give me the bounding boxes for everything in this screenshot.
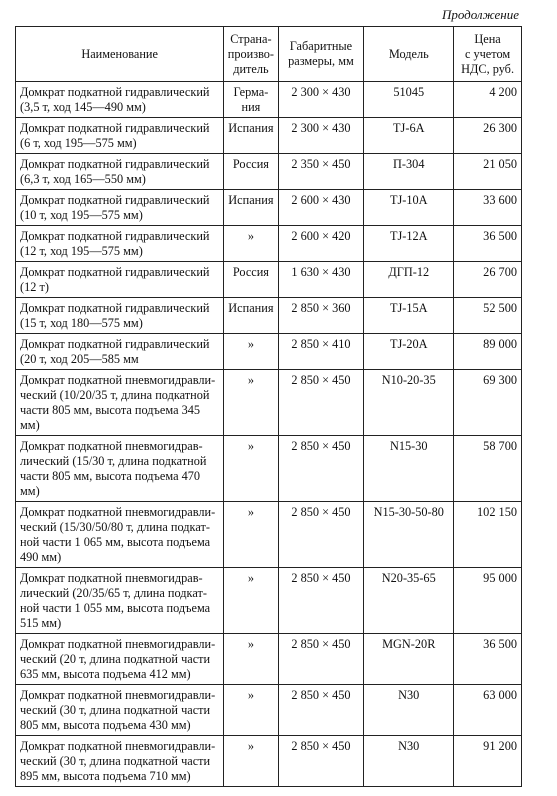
table-row: [16, 154, 522, 190]
cell-country: »: [224, 685, 278, 736]
cell-size: 2 600 × 430: [278, 190, 364, 226]
cell-country: »: [224, 226, 278, 262]
cell-name: Домкрат подкатной гидравлический (10 т, ход 195—575 мм): [16, 190, 224, 226]
cell-size: 2 350 × 450: [278, 154, 364, 190]
cell-model: П-304: [364, 154, 454, 190]
cell-country: »: [224, 736, 278, 787]
table-row: [16, 436, 522, 502]
cell-model: TJ-6A: [364, 118, 454, 154]
cell-price: 26 300: [454, 118, 522, 154]
cell-country: »: [224, 370, 278, 436]
cell-country: Испания: [224, 190, 278, 226]
cell-size: 2 850 × 450: [278, 736, 364, 787]
cell-size: 2 850 × 410: [278, 334, 364, 370]
cell-name: Домкрат подкатной пневмогидравли- ческий (15/30/50/80 т, длина подкат- ной части 1 065 мм, высота подъема 490 мм): [16, 502, 224, 568]
continued-label: Продолжение: [441, 7, 519, 22]
cell-country: Россия: [224, 154, 278, 190]
cell-price: 36 500: [454, 226, 522, 262]
cell-name: Домкрат подкатной гидравлический (6 т, ход 195—575 мм): [16, 118, 224, 154]
cell-price: 26 700: [454, 262, 522, 298]
cell-price: 63 000: [454, 685, 522, 736]
cell-model: N20-35-65: [364, 568, 454, 634]
cell-model: N30: [364, 736, 454, 787]
cell-price: 33 600: [454, 190, 522, 226]
header-price: Цена с учетом НДС, руб.: [454, 27, 522, 82]
table-row: [16, 634, 522, 685]
cell-price: 89 000: [454, 334, 522, 370]
cell-size: 2 850 × 450: [278, 634, 364, 685]
cell-price: 91 200: [454, 736, 522, 787]
cell-country: »: [224, 568, 278, 634]
cell-price: 69 300: [454, 370, 522, 436]
cell-size: 2 600 × 420: [278, 226, 364, 262]
cell-name: Домкрат подкатной пневмогидравли- ческий (20 т, длина подкатной части 635 мм, высота подъема 412 мм): [16, 634, 224, 685]
cell-size: 2 850 × 360: [278, 298, 364, 334]
cell-name: Домкрат подкатной гидравлический (3,5 т, ход 145—490 мм): [16, 82, 224, 118]
cell-size: 2 850 × 450: [278, 436, 364, 502]
cell-price: 58 700: [454, 436, 522, 502]
cell-country: »: [224, 502, 278, 568]
cell-price: 36 500: [454, 634, 522, 685]
table-row: [16, 568, 522, 634]
cell-country: Герма- ния: [224, 82, 278, 118]
cell-name: Домкрат подкатной гидравлический (15 т, ход 180—575 мм): [16, 298, 224, 334]
table-row: [16, 262, 522, 298]
cell-country: Испания: [224, 298, 278, 334]
cell-model: TJ-10A: [364, 190, 454, 226]
cell-country: Россия: [224, 262, 278, 298]
cell-name: Домкрат подкатной гидравлический (6,3 т, ход 165—550 мм): [16, 154, 224, 190]
table-row: [16, 298, 522, 334]
cell-size: 2 850 × 450: [278, 502, 364, 568]
table-header-row: [16, 27, 522, 82]
cell-model: N10-20-35: [364, 370, 454, 436]
header-name: Наименование: [16, 27, 224, 82]
cell-name: Домкрат подкатной гидравлический (12 т, ход 195—575 мм): [16, 226, 224, 262]
cell-price: 95 000: [454, 568, 522, 634]
table-row: [16, 736, 522, 787]
cell-name: Домкрат подкатной пневмогидрав- лический (20/35/65 т, длина подкат- ной части 1 055 мм, высота подъема 515 мм): [16, 568, 224, 634]
cell-size: 1 630 × 430: [278, 262, 364, 298]
cell-model: MGN-20R: [364, 634, 454, 685]
cell-model: TJ-20A: [364, 334, 454, 370]
cell-country: »: [224, 634, 278, 685]
cell-model: N15-30-50-80: [364, 502, 454, 568]
cell-name: Домкрат подкатной пневмогидравли- ческий (10/20/35 т, длина подкатной части 805 мм, высота подъема 345 мм): [16, 370, 224, 436]
cell-model: TJ-15A: [364, 298, 454, 334]
table-row: [16, 226, 522, 262]
cell-price: 4 200: [454, 82, 522, 118]
cell-name: Домкрат подкатной пневмогидрав- лический (15/30 т, длина подкатной части 805 мм, высота подъема 470 мм): [16, 436, 224, 502]
cell-model: TJ-12A: [364, 226, 454, 262]
cell-country: Испания: [224, 118, 278, 154]
cell-model: N15-30: [364, 436, 454, 502]
header-size: Габаритные размеры, мм: [278, 27, 364, 82]
cell-size: 2 850 × 450: [278, 568, 364, 634]
cell-price: 52 500: [454, 298, 522, 334]
price-table: [15, 26, 522, 787]
table-row: [16, 502, 522, 568]
cell-price: 102 150: [454, 502, 522, 568]
cell-name: Домкрат подкатной пневмогидравли- ческий (30 т, длина подкатной части 895 мм, высота подъема 710 мм): [16, 736, 224, 787]
cell-name: Домкрат подкатной пневмогидравли- ческий (30 т, длина подкатной части 805 мм, высота подъема 430 мм): [16, 685, 224, 736]
cell-size: 2 850 × 450: [278, 370, 364, 436]
cell-size: 2 850 × 450: [278, 685, 364, 736]
header-country: Страна- произво- дитель: [224, 27, 278, 82]
cell-size: 2 300 × 430: [278, 82, 364, 118]
table-row: [16, 82, 522, 118]
cell-country: »: [224, 436, 278, 502]
table-row: [16, 370, 522, 436]
cell-size: 2 300 × 430: [278, 118, 364, 154]
table-row: [16, 334, 522, 370]
cell-name: Домкрат подкатной гидравлический (20 т, ход 205—585 мм: [16, 334, 224, 370]
cell-price: 21 050: [454, 154, 522, 190]
table-row: [16, 685, 522, 736]
cell-country: »: [224, 334, 278, 370]
cell-model: N30: [364, 685, 454, 736]
cell-name: Домкрат подкатной гидравлический (12 т): [16, 262, 224, 298]
table-row: [16, 118, 522, 154]
cell-model: 51045: [364, 82, 454, 118]
header-model: Модель: [364, 27, 454, 82]
table-row: [16, 190, 522, 226]
cell-model: ДГП-12: [364, 262, 454, 298]
